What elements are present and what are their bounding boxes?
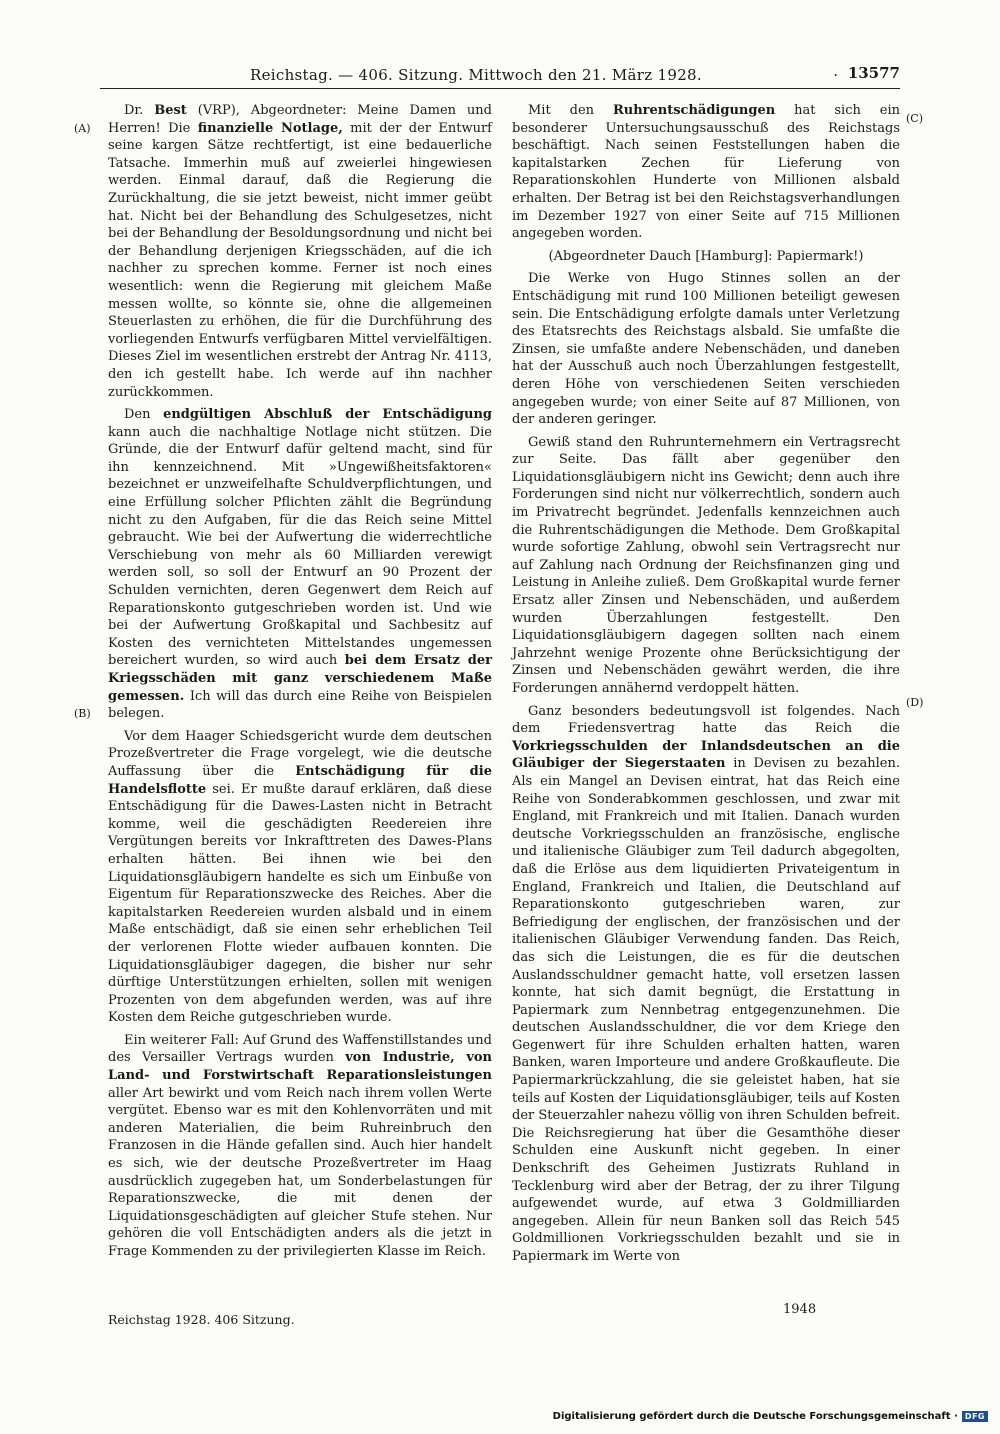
page-header — [100, 64, 900, 89]
emphasis: Ruhrentschädigungen — [612, 103, 776, 118]
left-column — [108, 102, 492, 1266]
text-run: hat sich ein besonderer Untersuchungsausschuß des Reichstags beschäftigt. Nach seinen Feststellungen haben die kapitalstarken Zechen für Lieferung von Reparationskohlen Hunderte von Millionen alsbald erhalten. Der Betrag ist bei den Reichstagsverhandlungen im Dezember 1927 von einer Seite auf 715 Millionen angegeben worden. — [512, 103, 900, 242]
text-run: (VRP), Abgeordneter: Meine Damen und Herren! Die — [108, 103, 492, 136]
emphasis: endgültigen Abschluß der Entschädigung — [163, 407, 492, 423]
credit-text: Digitalisierung gefördert durch die Deutsche Forschungsgemeinschaft · — [552, 1411, 958, 1422]
emphasis: finanzielle Notlage, — [197, 120, 343, 136]
emphasis: bei dem Ersatz der Kriegsschäden mit ganz verschiedenem Maße gemessen. — [108, 653, 492, 704]
dfg-logo: DFG — [962, 1411, 988, 1422]
footer-number: 1948 — [783, 1302, 817, 1317]
interjection: (Abgeordneter Dauch [Hamburg]: Papiermark!) — [548, 248, 864, 264]
speaker-name: Best — [154, 103, 187, 118]
digitization-credit — [553, 1411, 988, 1422]
emphasis: Vorkriegsschulden der Inlandsdeutschen an die Gläubiger der Siegerstaaten — [512, 738, 900, 772]
running-title: Reichstag. — 406. Sitzung. Mittwoch den 21. März 1928. — [250, 66, 702, 84]
paragraph — [108, 1032, 492, 1261]
page-number: 13577 — [847, 64, 900, 82]
text-run: Den — [124, 407, 164, 423]
paragraph: Gewiß stand den Ruhrunternehmern ein Vertragsrecht zur Seite. Das fällt aber gegenüber den Liquidationsgläubigern nicht ins Gewicht; denn auch ihre Forderungen sind nicht nur völkerrechtlich, sondern auch im Privatrecht begründet. Jedenfalls kennzeichnen auch die Ruhrentschädigungen die Methode. Dem Großkapital wurde sofortige Zahlung, obwohl sein Vertragsrecht nur auf Zahlung nach Ordnung der Reichsfinanzen ging und Leistung in Anleihe zuließ. Dem Großkapital wurde ferner Ersatz aller Zinsen und Nebenschäden, und außerdem wurden Überzahlungen festgestellt. Den Liquidationsgläubigern dagegen sollten nach einem Jahrzehnt wenige Prozente ohne Berücksichtigung der Zinsen und Nebenschäden gewährt werden, die ihre Forderungen annähernd verdoppelt hätten. — [512, 434, 900, 696]
text-run: Ganz besonders bedeutungsvoll ist folgendes. Nach dem Friedensvertrag hatte das Reich die — [512, 703, 900, 737]
text-run: kann auch die nachhaltige Notlage nicht stützen. Die Gründe, die der Entwurf dafür geltend macht, sind für ihn kennzeichnend. Mit »Ungewißheitsfaktoren« bezeichnet er unzweifelhafte Schuldverpflichtungen, und eine Erfüllung solcher Pflichten zählt die Begründung nicht zu den Aufgaben, für die das Reich seine Mittel gebraucht. Wie bei der Aufwertung die widerrechtliche Verschiebung von mehr als 60 Milliarden verewigt werden soll, so soll der Entwurf an 90 Prozent der Schulden vernichten, deren Gegenwert dem Reich auf Reparationskonto gutgeschrieben worden ist. Und wie bei der Aufwertung Großkapital und Sachbesitz auf Kosten des vernichteten Mittelstandes ungemessen bereichert wurden, so wird auch — [108, 424, 492, 669]
text-run: mit der der Entwurf seine kargen Sätze rechtfertigt, ist eine bedauerliche Tatsache. Immerhin muß auf zweierlei hingewiesen werden. Einmal darauf, daß die Regierung die Zurückhaltung, die sie jetzt beweist, nicht immer geübt hat. Nicht bei der Behandlung des Schulgesetzes, nicht bei der Behandlung der Besoldungsordnung und nicht bei der Behandlung derjenigen Kriegsschäden, auf die ich nachher zu sprechen komme. Ferner ist noch eines wesentlich: wenn die Regierung mit gleichem Maße messen wollte, so könnte sie, ohne die allgemeinen Steuerlasten zu erhöhen, die für die Durchführung des vorliegenden Entwurfs verfügbaren Mittel vervielfältigen. Dieses Ziel im wesentlichen erstrebt der Antrag Nr. 4113, den ich gestellt habe. Ich werde auf ihn nachher zurückkommen. — [108, 120, 492, 400]
footer-session: Reichstag 1928. 406 Sitzung. — [108, 1312, 295, 1327]
paragraph — [108, 102, 492, 401]
paragraph — [512, 102, 900, 243]
text-run: in Devisen zu bezahlen. Als ein Mangel an Devisen eintrat, hat das Reich eine Reihe von Sonderabkommen geschlossen, und zwar mit England, mit Frankreich und mit Italien. Danach wurden deutsche Vorkriegsschulden an französische, englische und italienische Gläubiger zum Teil dadurch abgegolten, daß die Erlöse aus dem liquidierten Privateigentum in England, Frankreich und Italien, die Deutschland auf Reparationskonto gutgeschrieben waren, zur Befriedigung der englischen, der französischen und der italienischen Gläubiger Verwendung fanden. Das Reich, das sich die Leistungen, die es für die deutschen Auslandsschuldner gemacht hatte, voll ersetzen lassen konnte, hat sich damit begnügt, die Erstattung in Papiermark zum Nennbetrag entgegenzunehmen. Die deutschen Auslandsschuldner, die vor dem Kriege den Gegenwert für ihre Schulden erhalten hatten, waren Banken, waren Importeure und andere Großkaufleute. Die Papiermarkrückzahlung, die sie geleistet haben, hat sie teils auf Kosten der Liquidationsgläubiger, teils auf Kosten der Steuerzahler nahezu völlig von ihren Schulden befreit. Die Reichsregierung hat über die Gesamthöhe dieser Schulden eine Auskunft nicht gegeben. In einer Denkschrift des Geheimen Justizrats Ruhland in Tecklenburg wird aber der Betrag, der zu ihrer Tilgung aufgewendet wurde, auf etwa 3 Goldmilliarden angegeben. Allein für neun Banken soll das Reich 545 Goldmillionen Vorkriegsschulden bezahlt und sie in Papiermark im Werte von — [512, 756, 900, 1264]
text-run: Ich will das durch eine Reihe von Beispielen belegen. — [108, 688, 492, 722]
emphasis: Entschädigung für die Handelsflotte — [108, 763, 492, 797]
margin-mark-d: (D) — [906, 696, 924, 709]
text-run: Ein weiterer Fall: Auf Grund des Waffenstillstandes und des Versailler Vertrags wurden — [108, 1032, 492, 1066]
margin-mark-b: (B) — [74, 707, 91, 720]
text-run: Mit den — [528, 103, 613, 118]
paragraph — [512, 703, 900, 1266]
right-column — [512, 102, 900, 1271]
paragraph — [108, 406, 492, 723]
emphasis: von Industrie, von Land- und Forstwirtschaft Reparationsleistungen — [108, 1050, 493, 1084]
paragraph: Die Werke von Hugo Stinnes sollen an der Entschädigung mit rund 100 Millionen beteiligt gewesen sein. Die Entschädigung erfolgte damals unter Verletzung des Etatsrechts des Reichstags alsbald. Sie umfaßte die Zinsen, sie umfaßte andere Nebenschäden, und daneben hat der Ausschuß auch noch Überzahlungen festgestellt, deren Höhe von verschiedenen Seiten verschieden angegeben wurde; von einer Seite auf 87 Millionen, von der anderen geringer. — [512, 271, 900, 428]
paragraph — [108, 728, 492, 1027]
text-run: aller Art bewirkt und vom Reich nach ihrem vollen Werte vergütet. Ebenso war es mit den Kohlenvorräten und mit anderen Materialien, die beim Ruhreinbruch den Franzosen in die Hände gefallen sind. Auch hier handelt es sich, wie der deutsche Prozeßvertreter im Haag ausdrücklich zugegeben hat, um Sonderbelastungen für Reparationszwecke, die mit denen der Liquidationsgeschädigten auf gleicher Stufe stehen. Nur gehören die voll Entschädigten anders als die jetzt in Frage Kommenden zu der privilegierten Klasse im Reich. — [108, 1085, 492, 1259]
text-run: Dr. — [124, 103, 155, 118]
text-run: sei. Er mußte darauf erklären, daß diese Entschädigung für die Dawes-Lasten nicht in Betracht komme, weil die geschädigten Reedereien ihre Vergütungen bereits vor Inkrafttreten des Dawes-Plans erhalten hätten. Bei ihnen wie bei den Liquidationsgläubigern handelte es sich um Einbuße von Eigentum für Reparationszwecke des Reiches. Aber die kapitalstarken Reedereien wurden alsbald und in einem Maße entschädigt, daß sie einen sehr erheblichen Teil der verlorenen Flotte wieder aufbauen konnten. Die Liquidationsgläubiger dagegen, die bisher nur sehr dürftige Unterstützungen erhielten, sollen mit wenigen Prozenten von dem abgefunden werden, was auf ihre Kosten dem Reiche gutgeschrieben wurde. — [108, 781, 492, 1026]
margin-mark-a: (A) — [74, 122, 91, 135]
text-run: Vor dem Haager Schiedsgericht wurde dem deutschen Prozeßvertreter die Frage vorgelegt, wie die deutsche Auffassung über die — [108, 728, 492, 779]
header-dot: · — [833, 66, 838, 84]
margin-mark-c: (C) — [906, 112, 923, 125]
